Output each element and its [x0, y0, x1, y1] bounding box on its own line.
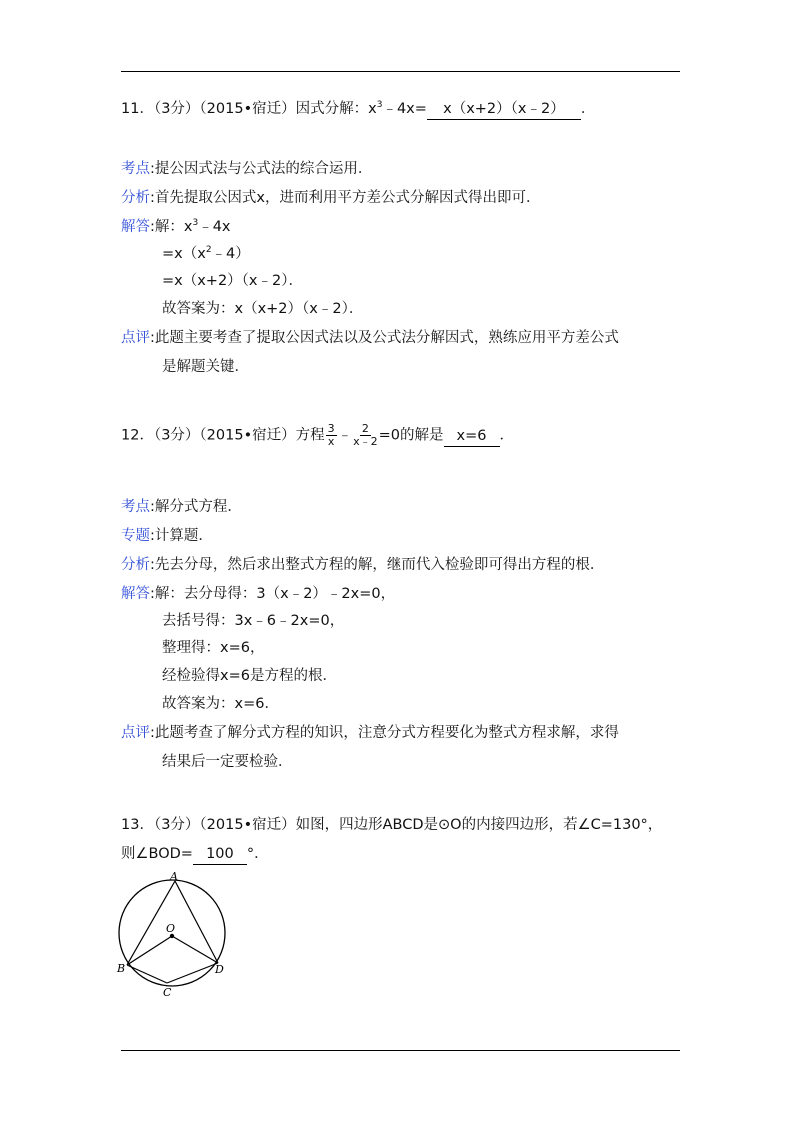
q12-jieda-row5: 故答案为：x=6．: [162, 696, 279, 712]
fenxi-tag: 分析: [121, 557, 150, 573]
jieda-tag: 解答: [121, 219, 150, 235]
segment-bo: [127, 936, 172, 965]
q11-fenxi: :首先提取公因式x，进而利用平方差公式分解因式得出即可．: [150, 190, 541, 206]
q12-fenxi: :先去分母，然后求出整式方程的解，继而代入检验即可得出方程的根．: [150, 557, 605, 573]
q12-frac1-denominator: x: [327, 435, 335, 448]
q12-kaodian-row: [121, 497, 242, 517]
q11-jieda-line1-tail: ﹣4x: [198, 219, 231, 235]
bottom-rule: [121, 1050, 680, 1051]
q12-dianping-row2: 结果后一定要检验．: [162, 754, 293, 770]
q11-jieda-row: [121, 217, 231, 237]
label-d: D: [215, 963, 224, 976]
q11-kaodian-row: [121, 159, 372, 179]
q12-stem: 12．（3分）（2015•宿迁）方程: [121, 427, 325, 444]
q12-fenxi-row: [121, 555, 604, 575]
q11-jieda-line2: =x（x: [162, 246, 206, 262]
dianping-tag: 点评: [121, 725, 150, 741]
q11-stem: 11．（3分）（2015•宿迁）因式分解：x: [121, 101, 377, 117]
q13-end: °．: [246, 846, 269, 862]
kaodian-tag: 考点: [121, 499, 150, 515]
q12-jieda-row2: 去括号得：3x﹣6﹣2x=0，: [162, 613, 345, 629]
label-b: B: [117, 962, 126, 975]
q12-frac2-denominator: x﹣2: [353, 435, 378, 448]
q11-answer: x（x+2）（x﹣2）: [427, 99, 581, 120]
q13-answer: 100: [193, 844, 247, 865]
q12-frac1-numerator: 3: [327, 422, 335, 435]
jieda-tag: 解答: [121, 586, 150, 602]
label-a: A: [170, 870, 178, 883]
q12-zhuanti: :计算题．: [150, 528, 213, 544]
q11-dianping-line1: :此题主要考查了提取公因式法以及公式法分解因式，熟练应用平方差公式: [150, 330, 619, 346]
label-o: O: [166, 922, 176, 935]
zhuanti-tag: 专题: [121, 528, 150, 544]
q11-exponent: 3: [376, 100, 383, 110]
kaodian-tag: 考点: [121, 161, 150, 177]
q11-dianping-row2: 是解题关键．: [162, 359, 249, 375]
q11-end: ．: [580, 101, 596, 117]
q12-dianping-line1: :此题考查了解分式方程的知识，注意分式方程要化为整式方程求解，求得: [150, 725, 619, 741]
q13-line2: [121, 844, 269, 865]
q12-zhuanti-row: [121, 526, 213, 546]
circle-diagram: [115, 870, 235, 1000]
q11-jieda-row3: =x（x+2）（x﹣2）．: [162, 273, 303, 289]
q11-header: [121, 99, 595, 120]
q12-end: ．: [499, 427, 515, 444]
label-c: C: [163, 986, 172, 999]
fenxi-tag: 分析: [121, 190, 150, 206]
q11-jieda-row2: [162, 244, 250, 264]
q12-dianping-row: [121, 723, 619, 743]
q12-jieda-row: [121, 584, 395, 604]
dianping-tag: 点评: [121, 330, 150, 346]
q11-jieda-exp1: 3: [192, 218, 199, 228]
q13-line1: 13．（3分）（2015•宿迁）如图，四边形ABCD是⊙O的内接四边形，若∠C=130°，: [121, 817, 663, 833]
q11-jieda-line1: :解：x: [150, 219, 193, 235]
q12-kaodian: :解分式方程．: [150, 499, 242, 515]
q12-jieda-row3: 整理得：x=6，: [162, 640, 265, 656]
q11-jieda-line2-tail: ﹣4）: [211, 246, 250, 262]
q12-stem-tail: =0的解是: [378, 427, 444, 444]
q11-fenxi-row: [121, 188, 540, 208]
q12-minus: ﹣: [337, 427, 353, 444]
q11-stem-tail: ﹣4x=: [382, 101, 427, 117]
q12-answer: x=6: [444, 426, 500, 447]
q12-frac2-numerator: 2: [361, 422, 369, 435]
q11-kaodian: :提公因式法与公式法的综合运用．: [150, 161, 373, 177]
q11-jieda-row4: 故答案为：x（x+2）（x﹣2）．: [162, 301, 364, 317]
q12-jieda-row4: 经检验得x=6是方程的根．: [162, 668, 337, 684]
q12-fraction-2: [353, 423, 378, 448]
q11-jieda-exp2: 2: [205, 245, 212, 255]
q11-dianping-row: [121, 328, 619, 348]
top-rule: [121, 71, 680, 72]
segment-cd: [167, 963, 218, 983]
q12-header: [121, 423, 514, 448]
q12-jieda-line1: :解：去分母得：3（x﹣2）﹣2x=0，: [150, 586, 396, 602]
q12-fraction-1: [326, 423, 337, 448]
q13-stem: 则∠BOD=: [121, 846, 193, 862]
